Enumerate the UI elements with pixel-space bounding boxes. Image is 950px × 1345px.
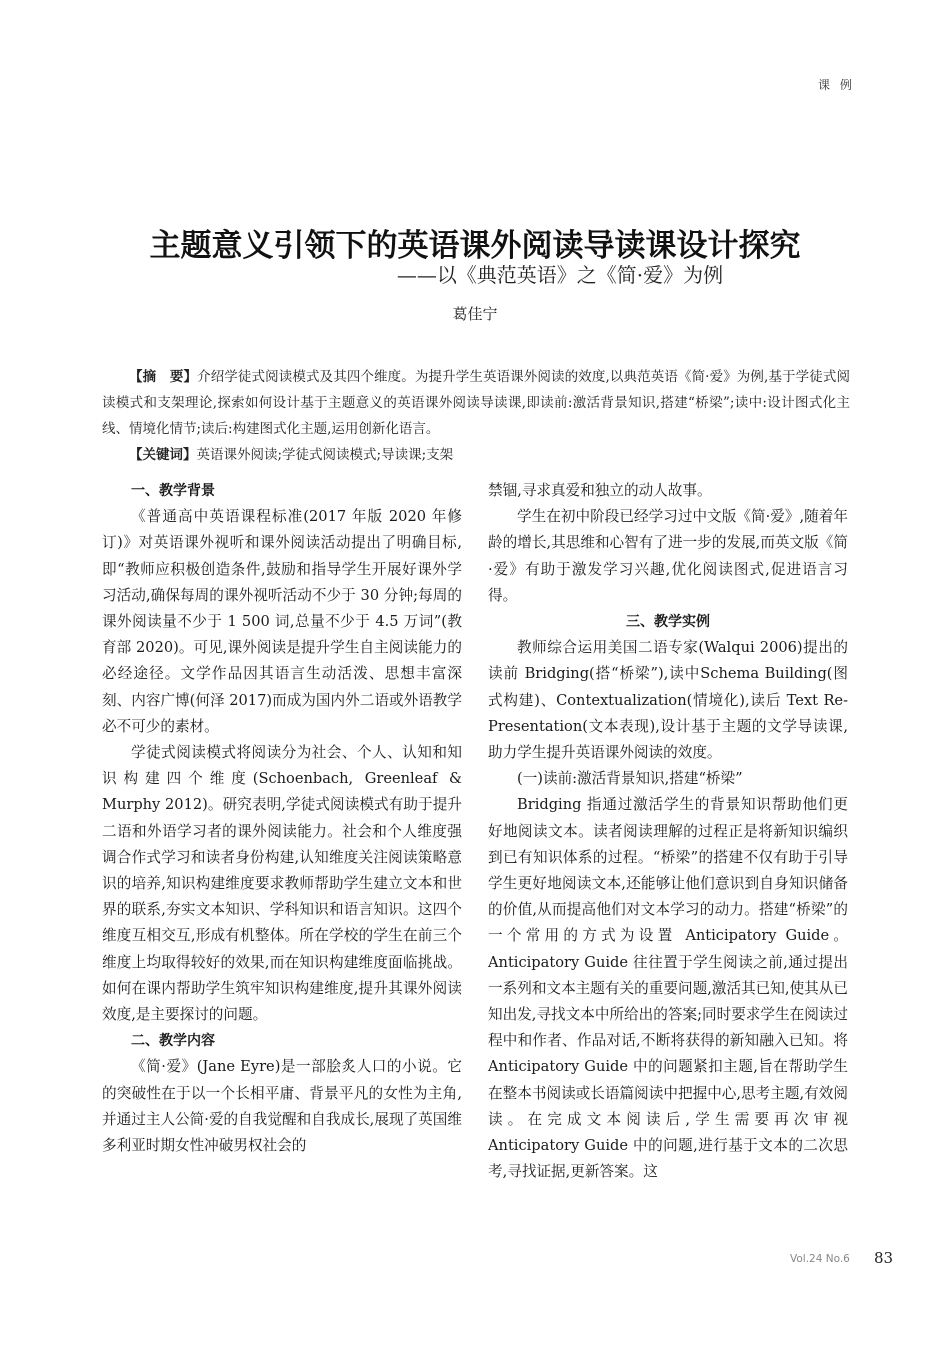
- article-title: 主题意义引领下的英语课外阅读导读课设计探究: [149, 228, 801, 264]
- body-paragraph-continued: 禁锢,寻求真爱和独立的动人故事。: [488, 482, 712, 499]
- section-heading-example: 三、教学实例: [626, 614, 710, 631]
- body-paragraph: 《普通高中英语课程标准(2017 年版 2020 年修订)》对英语课外视听和课外阅读活动提出了明确目标,即“教师应积极创造条件,鼓励和指导学生开展好课外学习活动,确保每周的课外视听活动不少于 30 分钟;每周的课外阅读量不少于 1 500 词,总量不少于 4.5 万词”(教育部 2020)。可见,课外阅读是提升学生自主阅读能力的必经途径。文学作品因其语言生动活泼、思想丰富深刻、内容广博(何泽 2017)而成为国内外二语或外语教学必不可少的素材。: [102, 508, 462, 735]
- right-column: [488, 478, 848, 1185]
- section-heading-content: 二、教学内容: [131, 1033, 215, 1050]
- body-paragraph: 学生在初中阶段已经学习过中文版《简·爱》,随着年龄的增长,其思维和心智有了进一步的发展,而英文版《简·爱》有助于激发学习兴趣,优化阅读图式,促进语言习得。: [488, 508, 848, 604]
- volume-issue: Vol.24 No.6: [790, 1253, 850, 1265]
- abstract-text: 介绍学徒式阅读模式及其四个维度。为提升学生英语课外阅读的效度,以典范英语《简·爱》为例,基于学徒式阅读模式和支架理论,探索如何设计基于主题意义的英语课外阅读导读课,即读前:激活背景知识,搭建“桥梁”;读中:设计图式化主线、情境化情节;读后:构建图式化主题,运用创新化语言。: [102, 369, 851, 437]
- abstract-block: [102, 364, 850, 468]
- body-paragraph: 《简·爱》(Jane Eyre)是一部脍炙人口的小说。它的突破性在于以一个长相平庸、背景平凡的女性为主角,并通过主人公简·爱的自我觉醒和自我成长,展现了英国维多利亚时期女性冲破男权社会的: [102, 1058, 462, 1155]
- section-heading-background: 一、教学背景: [131, 483, 215, 499]
- keywords-paragraph: [102, 442, 850, 468]
- body-paragraph: 教师综合运用美国二语专家(Walqui 2006)提出的读前 Bridging(搭“桥梁”),读中Schema Building(图式构建)、Contextualization(情境化),读后 Text Re-Presentation(文本表现),设计基于主题的文学导读课,助力学生提升英语课外阅读的效度。: [488, 639, 848, 762]
- body-paragraph: Bridging 指通过激活学生的背景知识帮助他们更好地阅读文本。读者阅读理解的过程正是将新知识编织到已有知识体系的过程。“桥梁”的搭建不仅有助于引导学生更好地阅读文本,还能够让他们意识到自身知识储备的价值,从而提高他们对文本学习的动力。搭建“桥梁”的一个常用的方式为设置 Anticipatory Guide。Anticipatory Guide 往往置于学生阅读之前,通过提出一系列和文本主题有关的重要问题,激活其已知,使其从已知出发,寻找文本中所给出的答案;同时要求学生在阅读过程中和作者、作品对话,不断将获得的新知融入已知。将 Anticipatory Guide 中的问题紧扣主题,旨在帮助学生在整本书阅读或长语篇阅读中把握中心,思考主题,有效阅读。在完成文本阅读后,学生需要再次审视 Anticipatory Guide 中的问题,进行基于文本的二次思考,寻找证据,更新答案。这: [488, 796, 848, 1181]
- abstract-paragraph: [102, 364, 850, 442]
- subsection-heading-prereading: (一)读前:激活背景知识,搭建“桥梁”: [517, 770, 743, 788]
- body-paragraph: 学徒式阅读模式将阅读分为社会、个人、认知和知识构建四个维度(Schoenbach, Greenleaf & Murphy 2012)。研究表明,学徒式阅读模式有助于提升二语和外语学习者的课外阅读能力。社会和个人维度强调合作式学习和读者身份构建,认知维度关注阅读策略意识的培养,知识构建维度要求教师帮助学生建立文本和世界的联系,夯实文本知识、学科知识和语言知识。这四个维度互相交互,形成有机整体。所在学校的学生在前三个维度上均取得较好的效果,而在知识构建维度面临挑战。如何在课内帮助学生筑牢知识构建维度,提升其课外阅读效度,是主要探讨的问题。: [102, 744, 462, 1024]
- keywords-label: 【关键词】: [129, 447, 197, 463]
- left-column: [102, 478, 462, 1159]
- author-name: 葛佳宁: [452, 305, 498, 323]
- page-number: 83: [874, 1249, 894, 1267]
- abstract-label: 【摘 要】: [129, 369, 198, 385]
- article-subtitle: ——以《典范英语》之《简·爱》为例: [396, 263, 724, 287]
- keywords-text: 英语课外阅读;学徒式阅读模式;导读课;支架: [196, 447, 454, 463]
- section-tag: 课 例: [818, 78, 855, 92]
